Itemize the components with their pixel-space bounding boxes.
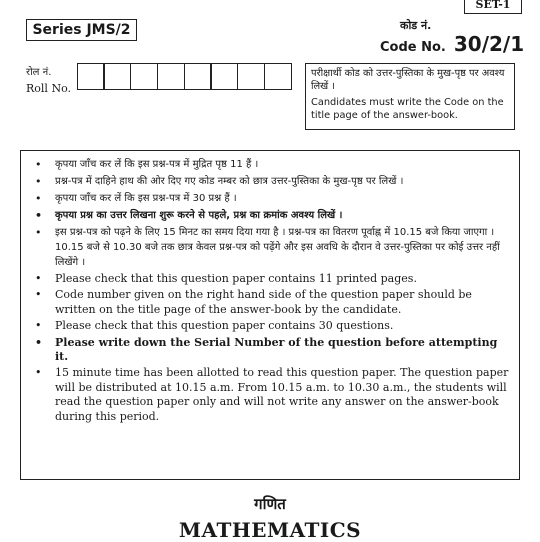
roll-number-cell[interactable]: [130, 63, 158, 90]
roll-number-cell[interactable]: [103, 63, 131, 90]
candidate-note-english: Candidates must write the Code on the title page of the answer-book.: [311, 97, 504, 121]
bullet-icon: •: [35, 272, 42, 285]
roll-label-hindi: रोल नं.: [26, 67, 52, 78]
bullet-icon: •: [35, 209, 43, 222]
instruction-item: [35, 157, 509, 172]
code-label-hindi: कोड नं.: [400, 19, 432, 32]
bullet-icon: •: [35, 175, 42, 188]
instruction-text: 15 minute time has been allotted to read this question paper. The question paper will be distributed at 10.15 a.m. From 10.15 a.m. to 10.30 a.m., the students will read the question paper only and will not write any answer on the answer-book during this period.: [55, 366, 509, 423]
instruction-item: [35, 225, 509, 270]
instruction-text: Please check that this question paper contains 11 printed pages.: [55, 272, 417, 285]
instruction-item: [35, 336, 509, 365]
roll-number-cell[interactable]: [77, 63, 105, 90]
instructions-box: [20, 150, 520, 480]
instruction-item: [35, 208, 509, 223]
bullet-icon: •: [35, 226, 42, 239]
candidate-note-box: [305, 63, 515, 130]
code-value: 30/2/1: [453, 32, 525, 56]
bullet-icon: •: [35, 288, 42, 302]
subject-title-english: MATHEMATICS: [178, 518, 362, 542]
roll-number-cell[interactable]: [157, 63, 185, 90]
roll-number-cell[interactable]: [264, 63, 292, 90]
roll-number-cell[interactable]: [210, 63, 238, 90]
instruction-text: कृपया जाँच कर लें कि इस प्रश्न-पत्र में 30 प्रश्न हैं ।: [55, 193, 237, 204]
instruction-item: [35, 272, 509, 286]
bullet-icon: •: [35, 366, 42, 380]
bullet-icon: •: [35, 319, 42, 333]
bullet-icon: •: [35, 335, 43, 349]
instruction-text: इस प्रश्न-पत्र को पढ़ने के लिए 15 मिनट का समय दिया गया है । प्रश्न-पत्र का वितरण पूर्वाह्न में 10.15 बजे किया जाएगा । 10.15 बजे से 10.30 बजे तक छात्र केवल प्रश्न-पत्र को पढ़ेंगे और इस अवधि के दौरान वे उत्तर-पुस्तिका पर कोई उत्तर नहीं लिखेंगे ।: [55, 227, 500, 268]
code-label-english: Code No.: [380, 40, 446, 55]
instruction-item: [35, 174, 509, 189]
instructions-list: [21, 151, 519, 424]
series-label: Series JMS/2: [26, 19, 137, 41]
instruction-item: [35, 319, 509, 333]
roll-number-cell[interactable]: [237, 63, 265, 90]
roll-number-boxes[interactable]: [78, 63, 292, 90]
instruction-text: Please check that this question paper contains 30 questions.: [55, 319, 394, 333]
instruction-item: [35, 366, 509, 424]
instruction-text: प्रश्न-पत्र में दाहिने हाथ की ओर दिए गए कोड नम्बर को छात्र उत्तर-पुस्तिका के मुख-पृष्ठ पर लिखें ।: [55, 176, 404, 187]
bullet-icon: •: [35, 192, 42, 205]
instruction-text: Please write down the Serial Number of the question before attempting it.: [55, 335, 498, 364]
roll-number-cell[interactable]: [184, 63, 212, 90]
bullet-icon: •: [35, 158, 42, 171]
instruction-text: कृपया जाँच कर लें कि इस प्रश्न-पत्र में मुद्रित पृष्ठ 11 हैं ।: [55, 159, 259, 170]
instruction-text: कृपया प्रश्न का उत्तर लिखना शुरू करने से पहले, प्रश्न का क्रमांक अवश्य लिखें ।: [55, 210, 343, 221]
set-label: SET-1: [464, 0, 522, 14]
instruction-text: Code number given on the right hand side of the question paper should be written on the title page of the answer-book by the candidate.: [55, 288, 472, 316]
roll-label-english: Roll No.: [26, 82, 71, 95]
instruction-item: [35, 288, 509, 317]
candidate-note-hindi: परीक्षार्थी कोड को उत्तर-पुस्तिका के मुख-पृष्ठ पर अवश्य लिखें ।: [311, 68, 505, 92]
code-number: [380, 32, 524, 56]
instruction-item: [35, 191, 509, 206]
subject-title-hindi: गणित: [254, 495, 286, 513]
